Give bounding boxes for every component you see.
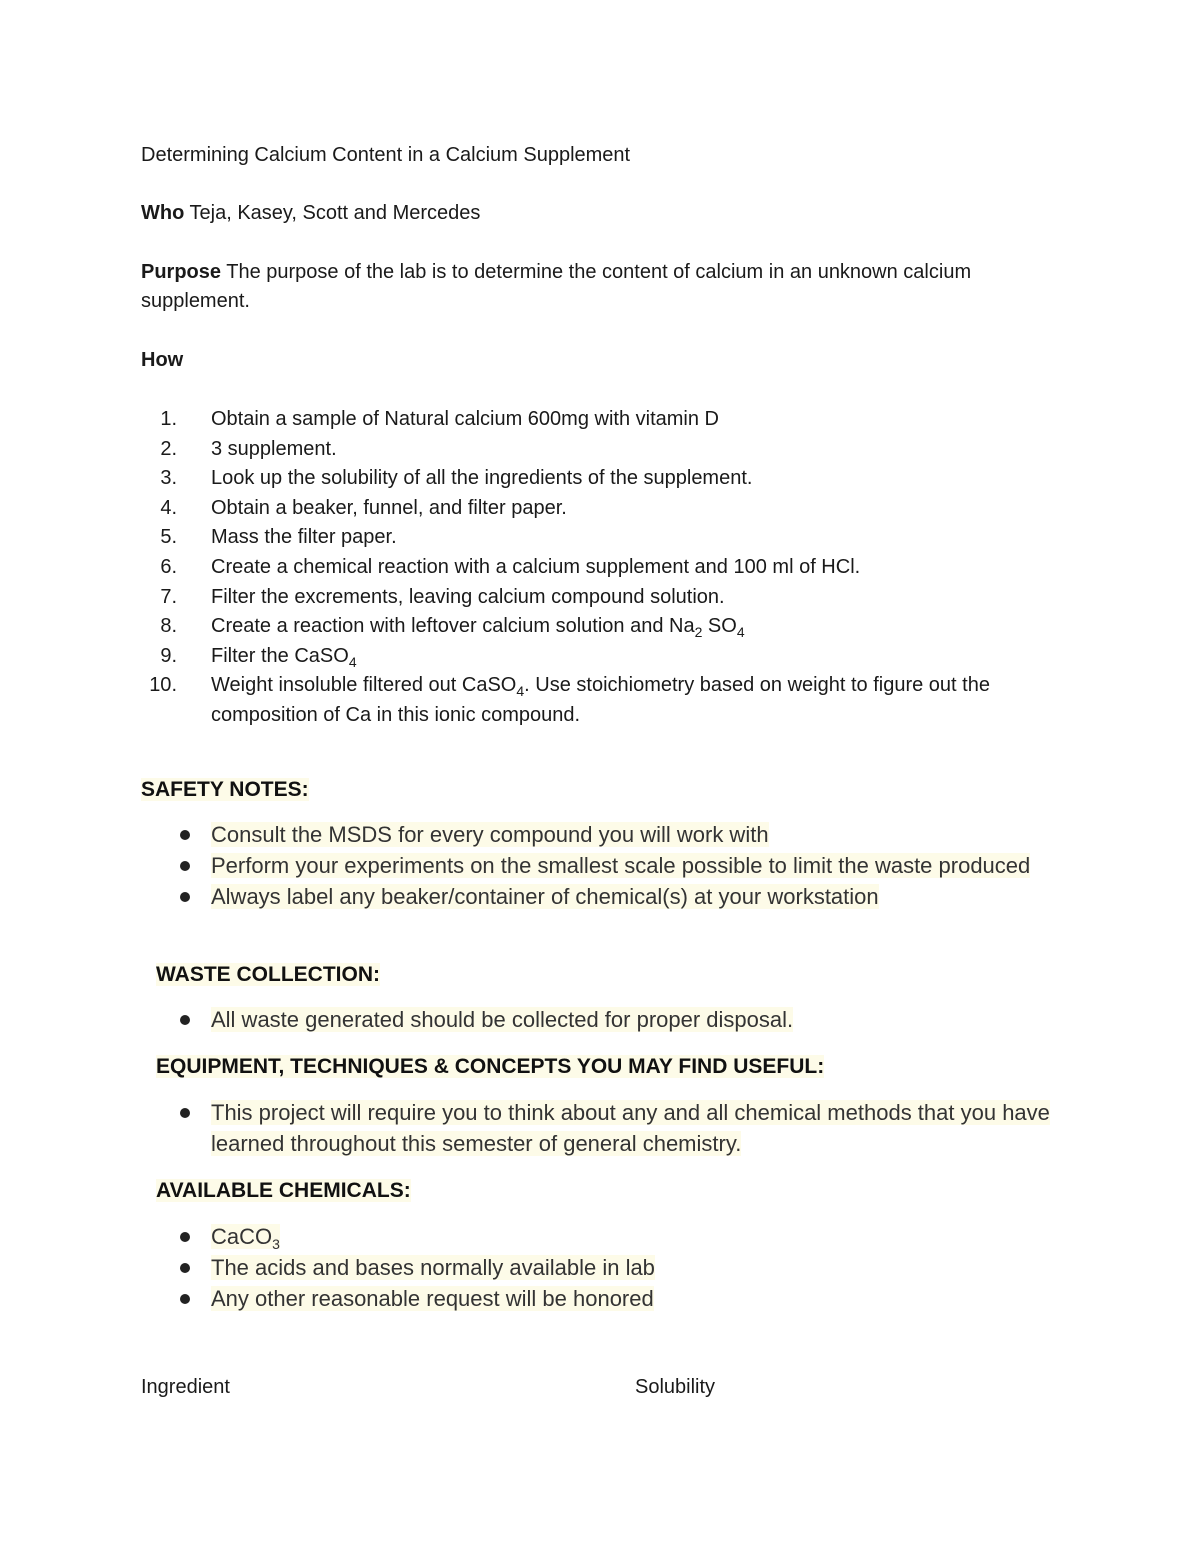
procedure-list xyxy=(141,405,1061,731)
list-number: 9 . xyxy=(141,642,177,672)
step-text: Create a chemical reaction with a calcium supplement and 100 ml of HCl. xyxy=(211,555,861,578)
document-title: Determining Calcium Content in a Calcium Supplement xyxy=(141,144,631,166)
subscript: 2 xyxy=(694,624,703,641)
list-item xyxy=(141,405,1061,435)
subscript: 4 xyxy=(348,653,357,670)
purpose-value: The purpose of the lab is to determine the content of calcium in an unknown calcium supplement. xyxy=(141,261,972,312)
bullet-icon xyxy=(180,830,190,840)
list-item xyxy=(176,1221,1076,1252)
equipment-heading: EQUIPMENT, TECHNIQUES & CONCEPTS YOU MAY FIND USEFUL: xyxy=(156,1055,825,1078)
step-text: Mass the filter paper. xyxy=(211,526,397,549)
list-item xyxy=(141,612,1061,642)
list-number: 6 . xyxy=(141,553,177,583)
list-number: 8 . xyxy=(141,612,177,642)
waste-item: All waste generated should be collected for proper disposal. xyxy=(211,1007,794,1032)
chemical-item: Any other reasonable request will be honored xyxy=(211,1286,654,1311)
who-line xyxy=(141,199,480,228)
chemical-item: CaCO$_3$ xyxy=(211,1224,280,1252)
bullet-icon xyxy=(180,892,190,902)
list-item xyxy=(176,1252,1076,1283)
bullet-icon xyxy=(180,1015,190,1025)
list-item xyxy=(176,819,1076,850)
safety-item: Always label any beaker/container of chemical(s) at your workstation xyxy=(211,884,879,909)
equipment-list xyxy=(176,1097,1076,1159)
list-item xyxy=(176,1004,1076,1035)
how-heading: How xyxy=(141,349,184,371)
list-item xyxy=(176,881,1076,912)
list-item xyxy=(141,642,1061,672)
subscript: 4 xyxy=(736,624,745,641)
bullet-icon xyxy=(180,1294,190,1304)
table-header-ingredient: Ingredient xyxy=(141,1376,230,1398)
step-text: Obtain a beaker, funnel, and filter paper. xyxy=(211,496,567,519)
safety-item: Consult the MSDS for every compound you will work with xyxy=(211,822,769,847)
list-item xyxy=(176,850,1076,881)
bullet-icon xyxy=(180,861,190,871)
step-text: 3 supplement. xyxy=(211,437,337,460)
bullet-icon xyxy=(180,1108,190,1118)
who-value: Teja, Kasey, Scott and Mercedes xyxy=(189,202,481,224)
list-item xyxy=(176,1283,1076,1314)
list-item xyxy=(141,494,1061,524)
purpose-label: Purpose xyxy=(141,261,222,283)
safety-heading: SAFETY NOTES: xyxy=(141,778,309,801)
bullet-icon xyxy=(180,1232,190,1242)
step-text: Look up the solubility of all the ingredients of the supplement. xyxy=(211,467,753,490)
subscript: 4 xyxy=(516,683,525,700)
step-text: Weight insoluble filtered out CaSO xyxy=(211,674,517,697)
step-text: SO xyxy=(702,615,737,638)
list-item xyxy=(141,671,1061,730)
table-header-solubility: Solubility xyxy=(635,1376,716,1398)
list-number: 4 . xyxy=(141,494,177,524)
chemicals-heading: AVAILABLE CHEMICALS: xyxy=(156,1179,411,1202)
step-text: Filter the excrements, leaving calcium compound solution. xyxy=(211,585,725,608)
list-number: 5 . xyxy=(141,523,177,553)
list-number: 1 . xyxy=(141,405,177,435)
list-number: 7 . xyxy=(141,583,177,613)
list-item xyxy=(141,583,1061,613)
list-item xyxy=(176,1097,1076,1159)
list-item xyxy=(141,523,1061,553)
list-number: 10 . xyxy=(141,671,177,701)
chemicals-list xyxy=(176,1221,1076,1314)
safety-item: Perform your experiments on the smallest scale possible to limit the waste produced xyxy=(211,853,1031,878)
step-text: . Use stoichiometry based on weight to figure out the composition of Ca in this ionic compound. xyxy=(211,674,990,726)
bullet-icon xyxy=(180,1263,190,1273)
list-number: 3 . xyxy=(141,464,177,494)
step-text: Obtain a sample of Natural calcium 600mg with vitamin D xyxy=(211,408,719,430)
waste-list xyxy=(176,1004,1076,1035)
list-item xyxy=(141,435,1061,465)
list-item xyxy=(141,553,1061,583)
waste-heading: WASTE COLLECTION: xyxy=(156,963,380,986)
list-number: 2 . xyxy=(141,435,177,465)
step-text: Filter the CaSO xyxy=(211,644,349,667)
chemical-item: The acids and bases normally available in lab xyxy=(211,1255,655,1280)
equipment-item: This project will require you to think about any and all chemical methods that you have learned throughout this semester of general chemistry. xyxy=(211,1100,1050,1156)
list-item xyxy=(141,464,1061,494)
who-label: Who xyxy=(141,202,185,224)
step-text: Create a reaction with leftover calcium solution and Na xyxy=(211,615,695,638)
safety-list xyxy=(176,819,1076,912)
subscript: 3 xyxy=(272,1236,280,1252)
purpose-line xyxy=(141,258,1061,316)
